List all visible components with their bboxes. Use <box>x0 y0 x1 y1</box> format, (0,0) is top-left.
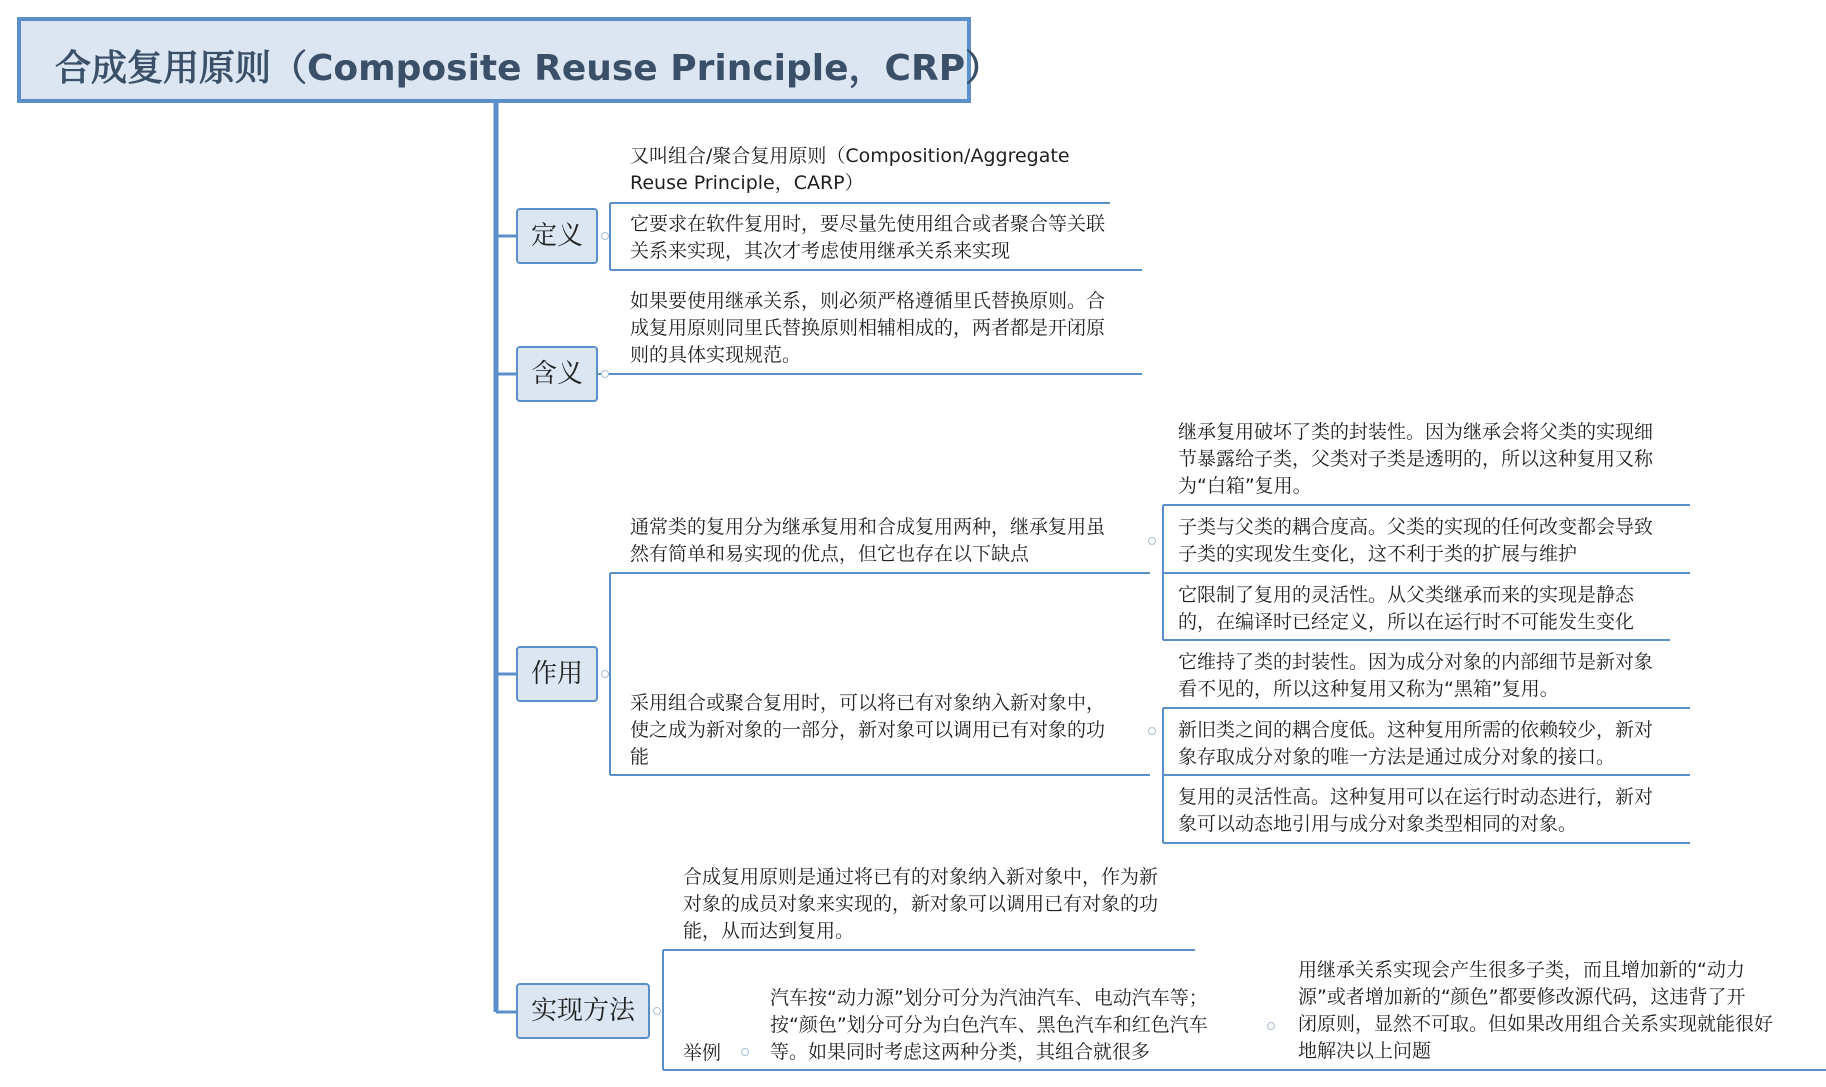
text-line: 它限制了复用的灵活性。从父类继承而来的实现是静态 <box>1178 584 1635 606</box>
topic-meaning[interactable] <box>516 346 598 402</box>
example-text <box>770 985 1208 1066</box>
implementation-note <box>683 864 1158 945</box>
topic-role-label: 作用 <box>530 659 583 689</box>
text-line: 成复用原则同里氏替换原则相辅相成的，两者都是开闭原 <box>630 317 1106 339</box>
text-line: 源”或者增加新的“颜色”都要修改源代码，这违背了开 <box>1298 986 1746 1008</box>
definition-alias-note <box>630 143 1070 197</box>
text-line: 子类与父类的耦合度高。父类的实现的任何改变都会导致 <box>1178 516 1654 538</box>
text-line: 合成复用原则是通过将已有的对象纳入新对象中，作为新 <box>683 866 1159 888</box>
root-title: 合成复用原则（Composite Reuse Principle，CRP） <box>55 48 1002 89</box>
meaning-note <box>630 288 1105 369</box>
inheritance-reuse-note <box>630 514 1105 568</box>
text-line: 闭原则，显然不可取。但如果改用组合关系实现就能很好 <box>1298 1013 1774 1035</box>
text-line: 等。如果同时考虑这两种分类，其组合就很多 <box>770 1041 1151 1063</box>
topic-definition[interactable] <box>516 208 598 264</box>
text-line: 汽车按“动力源”划分可分为汽油汽车、电动汽车等； <box>770 987 1208 1009</box>
inheritance-drawback-2 <box>1178 514 1653 568</box>
text-line: 它维持了类的封装性。因为成分对象的内部细节是新对象 <box>1178 651 1654 673</box>
text-line: 看不见的，所以这种复用又称为“黑箱”复用。 <box>1178 678 1559 700</box>
collapse-meaning-icon[interactable] <box>601 370 609 378</box>
text-line: 如果要使用继承关系，则必须严格遵循里氏替换原则。合 <box>630 290 1106 312</box>
text-line: 通常类的复用分为继承复用和合成复用两种，继承复用虽 <box>630 516 1106 538</box>
composition-advantage-2 <box>1178 717 1653 771</box>
text-line: 节暴露给子类，父类对子类是透明的，所以这种复用又称 <box>1178 448 1654 470</box>
text-line: 用继承关系实现会产生很多子类，而且增加新的“动力 <box>1298 959 1745 981</box>
text-line: 能，从而达到复用。 <box>683 920 855 942</box>
text-line: Reuse Principle，CARP） <box>630 172 864 194</box>
text-line: 使之成为新对象的一部分，新对象可以调用已有对象的功 <box>630 719 1106 741</box>
topic-implementation[interactable] <box>516 983 650 1039</box>
collapse-composition-icon[interactable] <box>1148 727 1156 735</box>
example-conclusion <box>1298 957 1773 1065</box>
collapse-role-icon[interactable] <box>601 670 609 678</box>
text-line: 采用组合或聚合复用时，可以将已有对象纳入新对象中， <box>630 692 1106 714</box>
text-line: 为“白箱”复用。 <box>1178 475 1312 497</box>
text-line: 对象的成员对象来实现的，新对象可以调用已有对象的功 <box>683 893 1159 915</box>
root-topic[interactable] <box>17 17 1002 103</box>
text-line: 又叫组合/聚合复用原则（Composition/Aggregate <box>630 145 1070 167</box>
text-line: 复用的灵活性高。这种复用可以在运行时动态进行，新对 <box>1178 786 1654 808</box>
topic-role[interactable] <box>516 646 598 702</box>
composition-reuse-note <box>630 690 1105 771</box>
text-line: 的，在编译时已经定义，所以在运行时不可能发生变化 <box>1178 611 1635 633</box>
collapse-implementation-icon[interactable] <box>653 1007 661 1015</box>
collapse-example-icon[interactable] <box>741 1048 749 1056</box>
collapse-inheritance-icon[interactable] <box>1148 537 1156 545</box>
example-label[interactable]: 举例 <box>683 1042 722 1064</box>
definition-requirement-note <box>630 211 1105 265</box>
text-line: 子类的实现发生变化，这不利于类的扩展与维护 <box>1178 543 1578 565</box>
text-line: 则的具体实现规范。 <box>630 344 802 366</box>
text-line: 继承复用破坏了类的封装性。因为继承会将父类的实现细 <box>1178 421 1654 443</box>
collapse-definition-icon[interactable] <box>601 232 609 240</box>
topic-meaning-label: 含义 <box>530 359 583 389</box>
text-line: 按“颜色”划分可分为白色汽车、黑色汽车和红色汽车 <box>770 1014 1208 1036</box>
inheritance-drawback-3 <box>1178 582 1634 636</box>
inheritance-drawback-1 <box>1178 419 1653 500</box>
collapse-example-text-icon[interactable] <box>1267 1022 1275 1030</box>
text-line: 象可以动态地引用与成分对象类型相同的对象。 <box>1178 813 1578 835</box>
text-line: 它要求在软件复用时，要尽量先使用组合或者聚合等关联 <box>630 213 1106 235</box>
composition-advantage-3 <box>1178 784 1653 838</box>
topic-implementation-label: 实现方法 <box>530 996 635 1026</box>
text-line: 新旧类之间的耦合度低。这种复用所需的依赖较少，新对 <box>1178 719 1654 741</box>
text-line: 象存取成分对象的唯一方法是通过成分对象的接口。 <box>1178 746 1616 768</box>
text-line: 关系来实现，其次才考虑使用继承关系来实现 <box>630 240 1011 262</box>
topic-definition-label: 定义 <box>530 221 583 251</box>
text-line: 能 <box>630 746 650 768</box>
text-line: 地解决以上问题 <box>1298 1040 1432 1062</box>
text-line: 然有简单和易实现的优点，但它也存在以下缺点 <box>630 543 1030 565</box>
composition-advantage-1 <box>1178 649 1653 703</box>
